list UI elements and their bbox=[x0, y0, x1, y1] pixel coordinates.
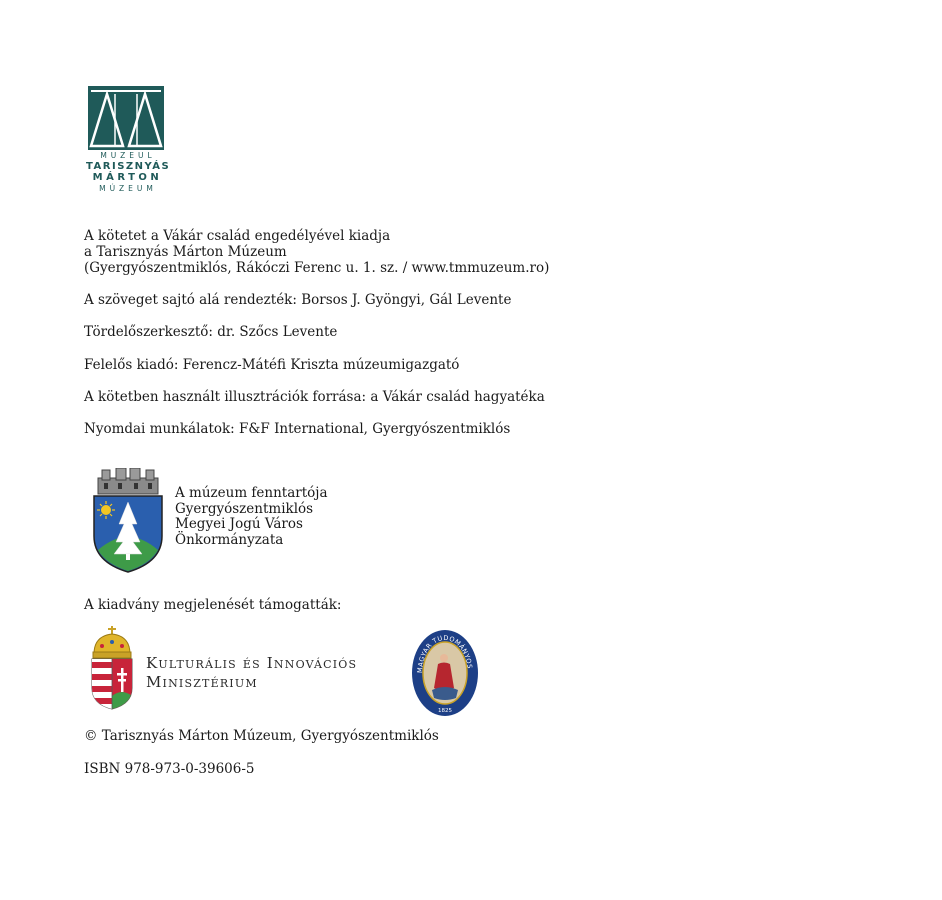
layout-editor-credit: Tördelőszerkesztő: dr. Szőcs Levente bbox=[84, 324, 338, 340]
academy-seal-text: MAGYAR TUDOMÁNYOS bbox=[415, 633, 474, 674]
ministry-name-line-2: Minisztérium bbox=[146, 673, 258, 691]
maintainer-line-1: A múzeum fenntartója bbox=[175, 485, 328, 501]
publisher-statement bbox=[84, 228, 549, 276]
logo-text-marton: MÁRTON bbox=[92, 172, 163, 183]
printing-credit: Nyomdai munkálatok: F&F International, Gyergyószentmiklós bbox=[84, 421, 511, 437]
museum-maintainer bbox=[175, 486, 328, 548]
academy-seal bbox=[410, 628, 480, 722]
ministry-name-line-1: Kulturális és Innovációs bbox=[146, 654, 358, 672]
publisher-line-1: A kötetet a Vákár család engedélyével kiadja bbox=[84, 228, 391, 244]
illustrations-credit: A kötetben használt illusztrációk forrása: a Vákár család hagyatéka bbox=[84, 389, 545, 405]
ministry-name bbox=[146, 654, 357, 692]
museum-logo bbox=[86, 86, 171, 194]
editors-credit: A szöveget sajtó alá rendezték: Borsos J. Gyöngyi, Gál Levente bbox=[84, 292, 512, 308]
coat-of-arms-icon bbox=[92, 468, 164, 574]
maintainer-line-4: Önkormányzata bbox=[175, 531, 284, 548]
maintainer-line-3: Megyei Jogú Város bbox=[175, 516, 303, 532]
copyright-notice: © Tarisznyás Márton Múzeum, Gyergyószentmiklós bbox=[84, 728, 439, 744]
publisher-line-2: a Tarisznyás Márton Múzeum bbox=[84, 244, 287, 260]
support-title: A kiadvány megjelenését támogatták: bbox=[84, 597, 342, 613]
academy-seal-year: 1825 bbox=[438, 708, 452, 714]
publisher-line-3: (Gyergyószentmiklós, Rákóczi Ferenc u. 1. sz. / www.tmmuzeum.ro) bbox=[84, 260, 550, 276]
logo-text-tarisznyas: TARISZNYÁS bbox=[86, 161, 171, 172]
city-coat-of-arms bbox=[92, 468, 164, 578]
maintainer-line-2: Gyergyószentmiklós bbox=[175, 500, 314, 517]
museum-logo-icon bbox=[88, 86, 164, 150]
logo-text-muzeum: MÚZEUM bbox=[99, 184, 157, 193]
isbn-number: ISBN 978-973-0-39606-5 bbox=[84, 761, 255, 777]
academy-seal-icon bbox=[410, 628, 480, 718]
ministry-crest bbox=[90, 626, 134, 714]
responsible-publisher-credit: Felelős kiadó: Ferencz-Mátéfi Kriszta múzeumigazgató bbox=[84, 357, 460, 373]
logo-text-muzeul: MUZEUL bbox=[100, 151, 156, 160]
hungarian-coat-of-arms-icon bbox=[90, 626, 134, 710]
